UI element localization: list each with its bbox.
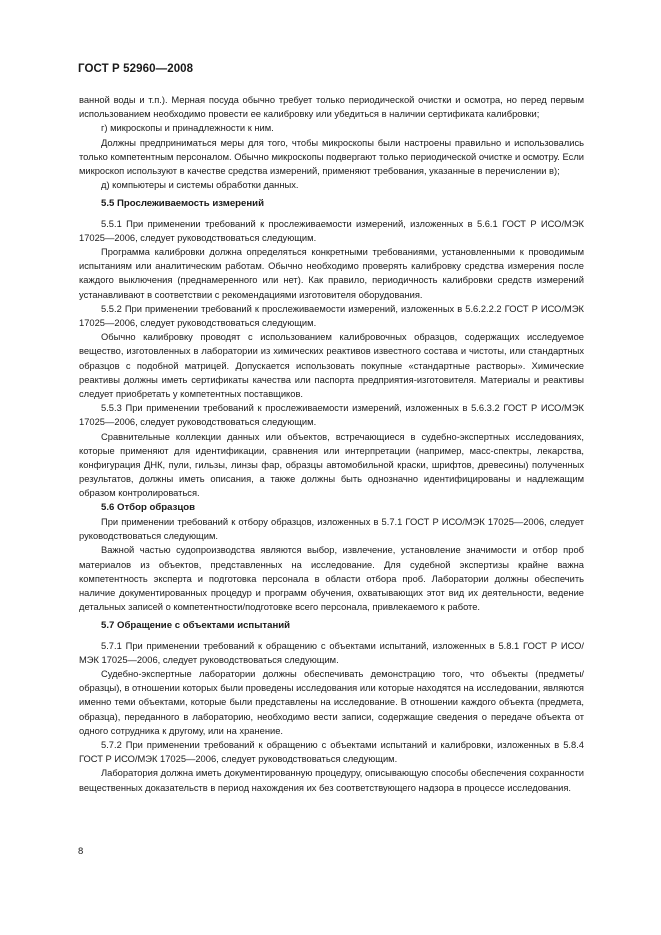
- section-heading-5-6: 5.6 Отбор образцов: [101, 501, 195, 513]
- paragraph: Важной частью судопроизводства являются выбор, извлечение, установление значимости и отбор проб материалов из объектов, представленных на исследование. Для судебной экспертизы крайне важна компетентность эксперта и подготовка персонала в области отбора проб. Лаборатории должны обеспечить наличие документированных процедур и программ обучения, охватывающих этот вид их деятельности, ведение детальных записей о компетентности/подготовке всего персонала, привлекаемого к работе.: [79, 545, 584, 613]
- clause-5-5-3: 5.5.3 При применении требований к прослеживаемости измерений, изложенных в 5.6.3.2 ГОСТ Р ИСО/МЭК 17025—2006, следует руководствоваться следующим.: [79, 403, 584, 428]
- section-heading-5-5: 5.5 Прослеживаемость измерений: [101, 198, 264, 210]
- page-number: 8: [78, 846, 84, 857]
- paragraph: Судебно-экспертные лаборатории должны обеспечивать демонстрацию того, что объекты (предметы/образцы), в отношении которых были проведены исследования или которые находятся на исследовании, являются именно теми объектами, которые были представлены на исследование. В отношении каждого объекта (предмета, образца), переданного в лабораторию, необходимо вести записи, содержащие сведения о передаче объекта от одного сотрудника к другому, или на хранение.: [79, 668, 584, 736]
- section-heading-5-7: 5.7 Обращение с объектами испытаний: [101, 620, 291, 632]
- clause-5-5-2: 5.5.2 При применении требований к прослеживаемости измерений, изложенных в 5.6.2.2.2 ГОСТ Р ИСО/МЭК 17025—2006, следует руководствоваться следующим.: [79, 303, 584, 329]
- list-item-g: г) микроскопы и принадлежности к ним.: [101, 123, 274, 134]
- document-body: [79, 93, 584, 795]
- paragraph: Лаборатория должна иметь документированную процедуру, описывающую способы обеспечения сохранности вещественных доказательств в период нахождения их без соответствующего надзора в процессе исследования.: [79, 768, 584, 793]
- list-item-d: д) компьютеры и системы обработки данных.: [101, 180, 299, 191]
- paragraph: Должны предприниматься меры для того, чтобы микроскопы были настроены правильно и использовались только компетентным персоналом. Обычно микроскопы подвергают только периодической очистке и осмотру. Если микроскоп используют в качестве средства измерений, применяют требования, указанные в перечислении в);: [79, 137, 584, 177]
- clause-5-7-2: 5.7.2 При применении требований к обращению с объектами испытаний и калибровки, изложенных в 5.8.4 ГОСТ Р ИСО/МЭК 17025—2006, следует руководствоваться следующим.: [79, 739, 584, 765]
- clause-5-7-1: 5.7.1 При применении требований к обращению с объектами испытаний, изложенных в 5.8.1 ГОСТ Р ИСО/МЭК 17025—2006, следует руководствоваться следующим.: [79, 640, 584, 665]
- paragraph: При применении требований к отбору образцов, изложенных в 5.7.1 ГОСТ Р ИСО/МЭК 17025—2006, следует руководствоваться следующим.: [79, 516, 584, 542]
- paragraph: Сравнительные коллекции данных или объектов, встречающиеся в судебно-экспертных исследованиях, которые применяют для идентификации, сравнения или интерпретации (например, масс-спектры, лекарства, конфигурация ДНК, пули, гильзы, линзы фар, образцы автомобильной краски, шрифтов, древесины) полученных результатов, должны иметь описания, а также должны быть однозначно идентифицированы и надлежащим образом контролироваться.: [79, 431, 584, 499]
- paragraph: Программа калибровки должна определяться конкретными требованиями, установленными к проводимым испытаниям или аналитическим работам. Обычно необходимо проверять калибровку средства измерения после каждого выключения (преднамеренного или нет). Как правило, периодичность калибровки средств измерений устанавливают в соответствии с рекомендациями изготовителя оборудования.: [79, 247, 584, 300]
- paragraph-continuation: ванной воды и т.п.). Мерная посуда обычно требует только периодической очистки и осмотра, но перед первым использованием необходимо провести ее калибровку или убедиться в наличии сертификата калибровки;: [79, 95, 584, 120]
- clause-5-5-1: 5.5.1 При применении требований к прослеживаемости измерений, изложенных в 5.6.1 ГОСТ Р ИСО/МЭК 17025—2006, следует руководствоваться следующим.: [79, 218, 584, 243]
- paragraph: Обычно калибровку проводят с использованием калибровочных образцов, содержащих исследуемое вещество, изготовленных в лаборатории из химических реактивов известного состава и чистоты, или стандартных образцов с подобной матрицей. Допускается использовать покупные «стандартные растворы». Химические реактивы должны иметь сертификаты качества или паспорта предприятия-изготовителя. Материалы и реактивы следует приобретать у компетентных поставщиков.: [79, 332, 584, 400]
- document-code-header: ГОСТ Р 52960—2008: [78, 63, 194, 75]
